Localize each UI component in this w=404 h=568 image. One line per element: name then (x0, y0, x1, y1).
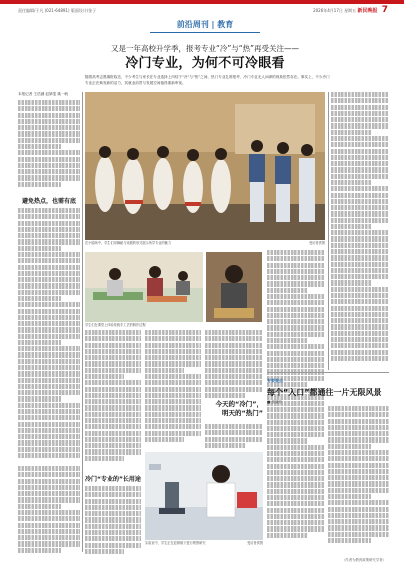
body-column-1-top (18, 100, 80, 190)
masthead-red-bar (0, 0, 404, 4)
body-column-3 (145, 330, 201, 448)
bottom-photo-caption: 实验室中，学生正在显微镜下进行观察研究 (145, 541, 206, 545)
section-heading (150, 19, 260, 32)
section-rule (150, 32, 260, 33)
middle-photo (85, 252, 203, 322)
masthead-left-info: 责任编辑/于凡 (021-64891) 版面设计/金子 (18, 8, 97, 13)
body-column-2 (85, 330, 141, 470)
sidebar-top-rule (267, 372, 389, 373)
craft-class-illustration (85, 252, 203, 322)
body-column-6 (331, 92, 389, 372)
page-number: 7 (381, 5, 388, 15)
column-divider-2 (328, 92, 329, 370)
sidebar-title: 每个“入口”都通往一片无限风景 (267, 388, 382, 397)
middle-photo-caption: 学生们在课堂上体验传统手工艺的制作过程 (85, 323, 146, 327)
subhead-1: 避免热点，也需有底 (21, 198, 76, 205)
floating-subhead (205, 400, 263, 418)
bottom-photo (145, 452, 263, 540)
body-column-4 (205, 330, 263, 400)
section-name: 前沿周刊 | 教育 (176, 20, 234, 29)
article-kicker: 又是一年高校升学季，报考专业“冷”与“热”再受关注—— (110, 44, 300, 53)
bottom-photo-credit: 受访者供图 (247, 541, 263, 545)
stage-performance-illustration (85, 92, 325, 240)
sidebar-tag: 专家观点 (267, 378, 283, 383)
main-photo (85, 92, 325, 240)
body-column-1 (18, 208, 80, 463)
article-lead: 随着高考志愿填报临近，不少考生与家长在专业选择上纠结于“冷”与“热”之间，热门专业扎堆报考、冷门专业无人问津的现象依然存在。事实上，不少冷门专业正在焕发新的活力，其就业前景与发展空间值得重新审视。 (85, 75, 330, 85)
floating-subhead-line-1: 今天的“冷门”， (215, 400, 263, 408)
craft-closeup-illustration (206, 252, 262, 322)
masthead-date: 2026年4月17日 星期五 (313, 8, 357, 13)
article-byline: 本报记者 王语涵 赵婧雯 姚一帆 (18, 92, 69, 96)
paper-name: 新民晚报 (357, 8, 378, 14)
sidebar-footer: （作者为教育政策研究学者） (341, 558, 386, 562)
body-column-4-bottom (205, 424, 263, 450)
main-photo-caption: 在小剧场中，学生们用舞蹈与戏剧的形式展示所学专业的魅力 (85, 241, 172, 245)
masthead-strip (18, 6, 388, 15)
body-column-1-bottom (18, 466, 80, 556)
main-photo-credit: 受访者供图 (309, 241, 325, 245)
column-divider-1 (82, 92, 83, 552)
lab-illustration (145, 452, 263, 540)
body-column-2-bottom (85, 486, 141, 556)
sidebar-byline: ■ 张晓东 (267, 400, 283, 404)
floating-subhead-line-2: 明天的“热门” (221, 409, 263, 417)
subhead-2: 冷门“专业的”长用途 (85, 476, 141, 483)
masthead-right-info (313, 6, 388, 16)
article-headline: 冷门专业，为何不可冷眼看 (125, 56, 285, 71)
middle-photo-inset (206, 252, 262, 322)
sidebar-body (328, 406, 389, 546)
